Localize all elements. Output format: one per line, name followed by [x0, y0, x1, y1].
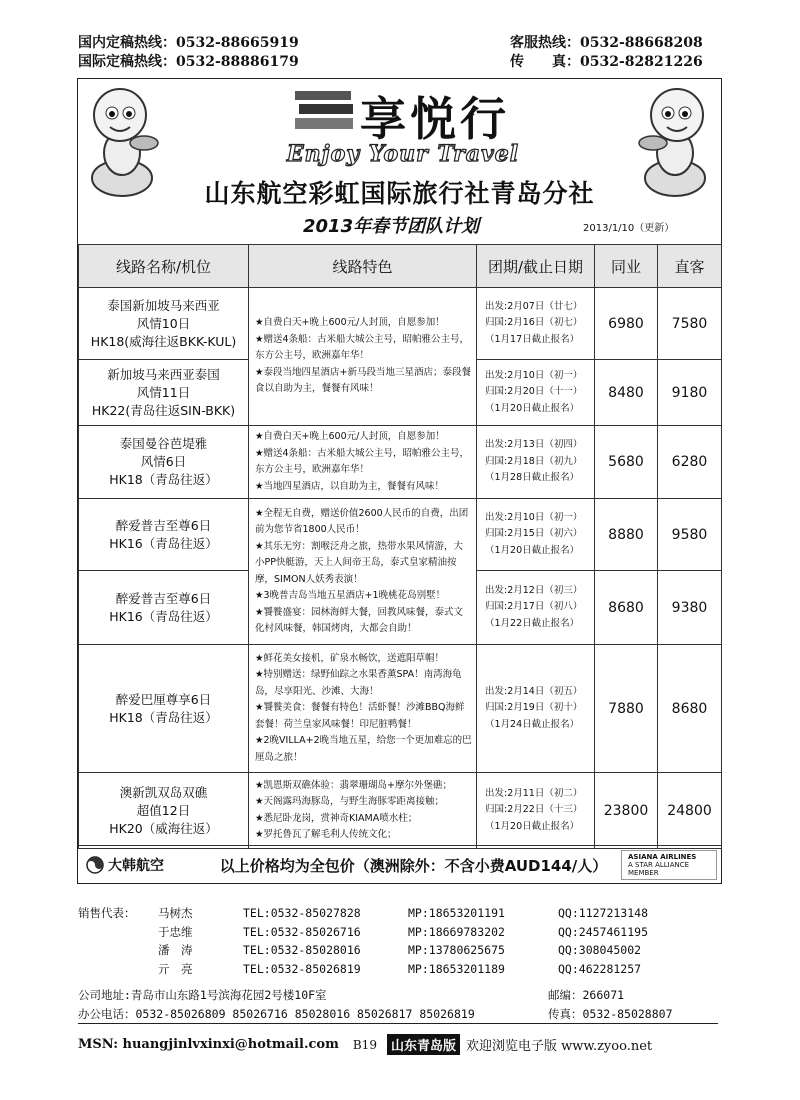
tour-table — [78, 244, 722, 849]
direct-price: 9380 — [658, 571, 722, 645]
rep-mobile: MP:18653201191 — [408, 906, 505, 920]
update-date: 2013/1/10（更新） — [583, 223, 675, 234]
ad-frame — [77, 78, 722, 884]
sales-reps — [78, 904, 718, 978]
table-row — [79, 499, 722, 571]
col-header-dates: 团期/截止日期 — [477, 245, 595, 288]
korean-air-taeguk-icon — [86, 856, 104, 874]
fax-hotline: 传 真：0532-82821226 — [510, 54, 703, 70]
list-item — [78, 960, 718, 979]
trade-price: 7880 — [595, 645, 658, 773]
trade-price: 8680 — [595, 571, 658, 645]
company-info — [78, 986, 718, 1024]
route-features: ★全程无自费，赠送价值2600人民币的自费，出团前为您节省1800人民币！ ★其乐无穷：割喉泛舟之旅，热带水果风情游，大小PP快艇游，天上人间帝王岛，泰式皇家精油按摩，SIMON人妖秀表演！ ★3晚普吉岛当地五星酒店+1晚桃花岛别墅！ ★饕餮盛宴：园林海鲜大餐，回教风味餐，泰式文化村风味餐，韩国烤肉，大都会自助！ — [249, 499, 477, 645]
route-features: ★自费白天+晚上600元/人封顶，自愿参加！ ★赠送4条船：古米船大城公主号，昭帕雅公主号，东方公主号，欧洲嘉年华！ ★泰段当地四星酒店+新马段当地三星酒店；泰段餐食以自助为主，餐餐有风味！ — [249, 288, 477, 426]
plan-title: 2013年春节团队计划 — [303, 216, 480, 237]
page-number: B19 — [352, 1037, 377, 1052]
rep-qq: QQ:1127213148 — [558, 906, 649, 920]
rep-tel: TEL:0532-85027828 — [243, 906, 361, 920]
company-postcode: 邮编：266071 — [548, 988, 625, 1002]
rep-tel: TEL:0532-85026819 — [243, 961, 361, 976]
route-name: 泰国新加坡马来西亚 风情10日 HK18(威海往返BKK-KUL) — [79, 288, 249, 360]
rep-qq: QQ:462281257 — [558, 961, 642, 976]
edition-badge: 山东青岛版 — [387, 1034, 460, 1055]
asiana-sub: A STAR ALLIANCE MEMBER — [628, 861, 690, 877]
route-name: 醉爱巴厘尊享6日 HK18（青岛往返） — [79, 645, 249, 773]
msn-contact: MSN: huangjinlvxinxi@hotmail.com — [78, 1037, 339, 1052]
col-header-route: 线路名称/机位 — [79, 245, 249, 288]
rep-name: 潘 涛 — [158, 943, 193, 957]
col-header-direct-price: 直客 — [658, 245, 722, 288]
table-row — [79, 426, 722, 499]
korean-air-logo — [78, 855, 206, 875]
list-item — [78, 941, 718, 960]
agency-name: 山东航空彩虹国际旅行社青岛分社 — [204, 179, 595, 208]
direct-price: 6280 — [658, 426, 722, 499]
hotline-block — [78, 34, 718, 72]
sales-label: 销售代表： — [78, 906, 136, 920]
price-note: 以上价格均为全包价（澳洲除外：不含小费AUD144/人） — [219, 856, 608, 875]
domestic-hotline: 国内定稿热线：0532-88665919 — [78, 35, 299, 51]
table-header-row — [79, 245, 722, 288]
rep-name: 马树杰 — [158, 906, 193, 920]
route-name: 新加坡马来西亚泰国 风情11日 HK22(青岛往返SIN-BKK) — [79, 360, 249, 426]
company-address: 公司地址:青岛市山东路1号滨海花园2号楼10F室 — [78, 988, 327, 1002]
route-name: 醉爱普吉至尊6日 HK16（青岛往返） — [79, 571, 249, 645]
route-name: 澳新凯双岛双礁 超值12日 HK20（威海往返） — [79, 773, 249, 849]
route-dates: 出发:2月14日（初五） 归国:2月19日（初十） （1月24日截止报名） — [477, 645, 595, 773]
intl-hotline: 国际定稿热线：0532-88886179 — [78, 54, 299, 70]
direct-price: 9180 — [658, 360, 722, 426]
price-note-band — [78, 845, 721, 884]
route-name: 泰国曼谷芭堤雅 风情6日 HK18（青岛往返） — [79, 426, 249, 499]
route-features: ★自费白天+晚上600元/人封顶，自愿参加！ ★赠送4条船：古米船大城公主号，昭帕雅公主号，东方公主号，欧洲嘉年华！ ★当地四星酒店，以自助为主，餐餐有风味！ — [249, 426, 477, 499]
route-dates: 出发:2月11日（初二） 归国:2月22日（十三） （1月20日截止报名） — [477, 773, 595, 849]
rep-qq: QQ:308045002 — [558, 943, 642, 957]
trade-price: 8480 — [595, 360, 658, 426]
route-dates: 出发:2月10日（初一） 归国:2月20日（十一） （1月20日截止报名） — [477, 360, 595, 426]
trade-price: 23800 — [595, 773, 658, 849]
route-features: ★鲜花美女接机，矿泉水畅饮，送遮阳草帽！ ★特别赠送：绿野仙踪之水果香薰SPA！南湾海龟岛，尽享阳光、沙滩、大海！ ★饕餮美食：餐餐有特色！活虾餐！沙滩BBQ海鲜套餐！荷兰皇家风味餐！印尼脏鸭餐！ ★2晚VILLA+2晚当地五星，给您一个更加难忘的巴厘岛之旅！ — [249, 645, 477, 773]
direct-price: 9580 — [658, 499, 722, 571]
table-row — [79, 288, 722, 360]
brand-logo-icon — [293, 87, 357, 133]
col-header-trade-price: 同业 — [595, 245, 658, 288]
trade-price: 5680 — [595, 426, 658, 499]
brand-name: 享悦行 — [360, 92, 510, 146]
list-item — [78, 923, 718, 942]
route-features: ★凯恩斯双礁体验：翡翠珊瑚岛+摩尔外堡礁； ★天阁露玛海豚岛，与野生海豚零距离接触； ★悉尼卧龙岗，赏神奇KIAMA喷水柱； ★罗托鲁瓦了解毛利人传统文化； — [249, 773, 477, 849]
col-header-features: 线路特色 — [249, 245, 477, 288]
rep-qq: QQ:2457461195 — [558, 924, 649, 939]
rep-name: 亓 亮 — [158, 961, 193, 976]
direct-price: 8680 — [658, 645, 722, 773]
route-dates: 出发:2月13日（初四） 归国:2月18日（初九） （1月28日截止报名） — [477, 426, 595, 499]
asiana-name: ASIANA AIRLINES — [628, 853, 697, 861]
rep-tel: TEL:0532-85028016 — [243, 943, 361, 957]
korean-air-name: 大韩航空 — [108, 858, 164, 874]
table-row — [79, 773, 722, 849]
company-fax: 传真：0532-85028807 — [548, 1007, 673, 1021]
asiana-logo — [621, 850, 717, 880]
office-phone: 办公电话：0532-85026809 85026716 85028016 85026817 85026819 — [78, 1007, 475, 1021]
route-name: 醉爱普吉至尊6日 HK16（青岛往返） — [79, 499, 249, 571]
rep-mobile: MP:18653201189 — [408, 961, 505, 976]
page-footer — [78, 1034, 718, 1055]
trade-price: 8880 — [595, 499, 658, 571]
list-item — [78, 904, 718, 923]
header — [78, 79, 721, 244]
website-link[interactable]: 欢迎浏览电子版 www.zyoo.net — [465, 1039, 653, 1054]
route-dates: 出发:2月07日（廿七） 归国:2月16日（初七） （1月17日截止报名） — [477, 288, 595, 360]
route-dates: 出发:2月12日（初三） 归国:2月17日（初八） （1月22日截止报名） — [477, 571, 595, 645]
direct-price: 24800 — [658, 773, 722, 849]
divider — [78, 1023, 718, 1024]
rep-mobile: MP:18669783202 — [408, 924, 505, 939]
rep-mobile: MP:13780625675 — [408, 943, 505, 957]
table-row — [79, 645, 722, 773]
rep-name: 于忠维 — [158, 924, 193, 939]
service-hotline: 客服热线：0532-88668208 — [510, 35, 703, 51]
direct-price: 7580 — [658, 288, 722, 360]
route-dates: 出发:2月10日（初一） 归国:2月15日（初六） （1月20日截止报名） — [477, 499, 595, 571]
brand-slogan: Enjoy Your Travel — [286, 141, 520, 167]
trade-price: 6980 — [595, 288, 658, 360]
rep-tel: TEL:0532-85026716 — [243, 924, 361, 939]
